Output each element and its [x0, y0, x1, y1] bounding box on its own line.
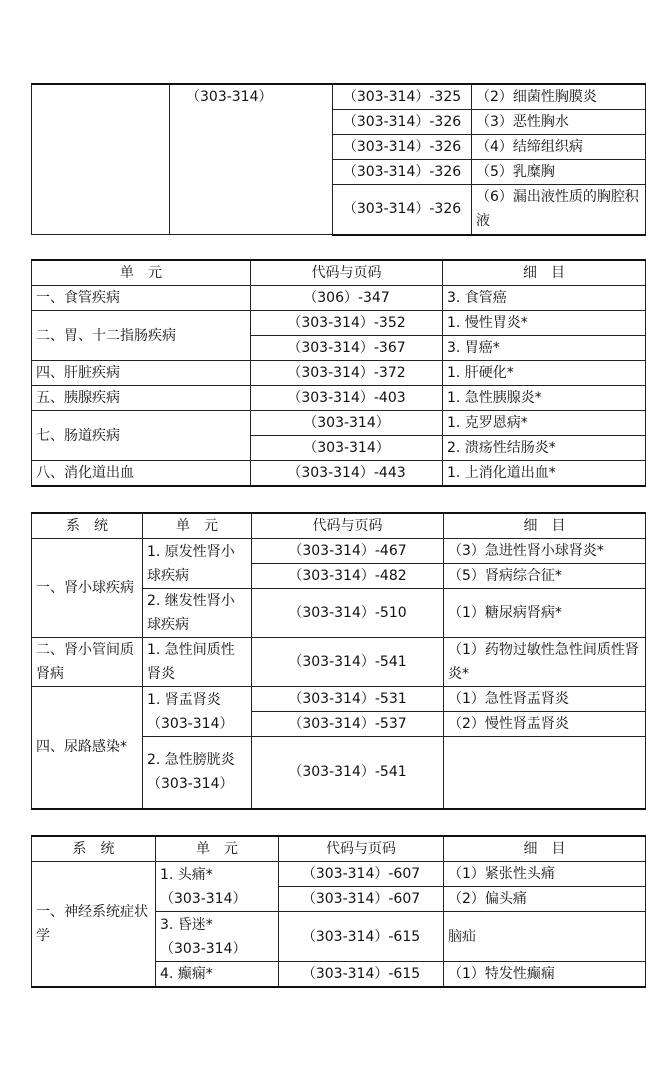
detail-cell: （6）漏出液性质的胸腔积液	[472, 185, 646, 235]
code-cell: （303-314）-326	[333, 110, 472, 135]
unit-code: （303-314）	[160, 940, 247, 957]
unit-cell: 七、肠道疾病	[32, 411, 251, 461]
table-row	[32, 862, 646, 887]
detail-cell: 2. 溃疡性结肠炎*	[443, 436, 646, 461]
detail-cell: （5）肾病综合征*	[444, 564, 646, 589]
detail-cell: （1）特发性癫痫	[444, 962, 646, 988]
code-cell: （303-314）-352	[251, 311, 443, 336]
table-row	[32, 84, 646, 110]
detail-cell: 1. 慢性胃炎*	[443, 311, 646, 336]
code-cell: （303-314）-615	[279, 962, 444, 988]
unit-code: （303-314）	[147, 776, 234, 793]
table-row	[32, 638, 646, 687]
system-cell	[32, 84, 170, 235]
unit-cell: 八、消化道出血	[32, 461, 251, 487]
unit-code: （303-314）	[160, 890, 247, 907]
header-code: 代码与页码	[252, 513, 444, 539]
table-header-row	[32, 260, 646, 286]
detail-cell: （5）乳糜胸	[472, 160, 646, 185]
header-unit: 单 元	[156, 836, 279, 862]
unit-cell: 1. 原发性肾小球疾病	[143, 539, 252, 589]
table-digestive	[31, 259, 646, 487]
code-cell: （303-314）-541	[252, 638, 444, 687]
unit-cell: 五、胰腺疾病	[32, 386, 251, 411]
detail-cell: （2）细菌性胸膜炎	[472, 84, 646, 110]
code-cell: （303-314）-325	[333, 84, 472, 110]
detail-cell: （3）恶性胸水	[472, 110, 646, 135]
header-system: 系 统	[32, 513, 143, 539]
unit-cell	[143, 737, 252, 809]
code-cell: （303-314）-607	[279, 887, 444, 912]
unit-cell: 2. 继发性肾小球疾病	[143, 589, 252, 638]
detail-cell: （1）药物过敏性急性间质性肾炎*	[444, 638, 646, 687]
detail-cell: 3. 胃癌*	[443, 336, 646, 361]
unit-name: 1. 头痛*	[160, 866, 213, 883]
unit-cell: （303-314）	[170, 84, 333, 235]
code-cell: （303-314）-510	[252, 589, 444, 638]
system-cell: 四、尿路感染*	[32, 687, 143, 809]
detail-cell: 1. 上消化道出血*	[443, 461, 646, 487]
header-detail: 细 目	[444, 513, 646, 539]
unit-name: 3. 昏迷*	[160, 916, 213, 933]
code-cell: （303-314）-537	[252, 712, 444, 737]
detail-cell: 1. 克罗恩病*	[443, 411, 646, 436]
table-pleural	[31, 83, 646, 236]
code-cell: （303-314）-367	[251, 336, 443, 361]
table-neuro	[31, 835, 646, 988]
table-row	[32, 461, 646, 487]
code-cell: （303-314）	[251, 436, 443, 461]
unit-code: （303-314）	[147, 715, 234, 732]
system-cell: 二、肾小管间质肾病	[32, 638, 143, 687]
unit-cell	[156, 912, 279, 962]
detail-cell: （1）急性肾盂肾炎	[444, 687, 646, 712]
code-cell: （303-314）-326	[333, 185, 472, 235]
detail-cell: 1. 肝硬化*	[443, 361, 646, 386]
code-cell: （303-314）-541	[252, 737, 444, 809]
code-cell: （306）-347	[251, 286, 443, 311]
unit-cell: 四、肝脏疾病	[32, 361, 251, 386]
table-row	[32, 539, 646, 564]
code-cell: （303-314）-615	[279, 912, 444, 962]
code-cell: （303-314）	[251, 411, 443, 436]
header-code: 代码与页码	[251, 260, 443, 286]
unit-cell	[143, 687, 252, 737]
detail-cell: 1. 急性胰腺炎*	[443, 386, 646, 411]
unit-cell: 4. 癫痫*	[156, 962, 279, 988]
code-cell: （303-314）-403	[251, 386, 443, 411]
header-code: 代码与页码	[279, 836, 444, 862]
detail-cell: （2）偏头痛	[444, 887, 646, 912]
table-row	[32, 386, 646, 411]
table-header-row	[32, 836, 646, 862]
header-unit: 单 元	[32, 260, 251, 286]
unit-name: 2. 急性膀胱炎	[147, 752, 235, 769]
code-cell: （303-314）-482	[252, 564, 444, 589]
header-unit: 单 元	[143, 513, 252, 539]
unit-cell	[156, 862, 279, 912]
detail-cell: 3. 食管癌	[443, 286, 646, 311]
header-detail: 细 目	[443, 260, 646, 286]
detail-cell: 脑疝	[444, 912, 646, 962]
code-cell: （303-314）-372	[251, 361, 443, 386]
table-renal	[31, 512, 646, 810]
code-cell: （303-314）-607	[279, 862, 444, 887]
table-row	[32, 411, 646, 436]
header-system: 系 统	[32, 836, 156, 862]
detail-cell: （3）急进性肾小球肾炎*	[444, 539, 646, 564]
table-row	[32, 687, 646, 712]
system-cell: 一、神经系统症状学	[32, 862, 156, 988]
table-row	[32, 286, 646, 311]
code-cell: （303-314）-326	[333, 135, 472, 160]
system-cell: 一、肾小球疾病	[32, 539, 143, 638]
detail-cell: （2）慢性肾盂肾炎	[444, 712, 646, 737]
unit-name: 1. 肾盂肾炎	[147, 691, 221, 708]
unit-cell: 二、胃、十二指肠疾病	[32, 311, 251, 361]
code-cell: （303-314）-531	[252, 687, 444, 712]
table-row	[32, 311, 646, 336]
header-detail: 细 目	[444, 836, 646, 862]
unit-cell: 一、食管疾病	[32, 286, 251, 311]
code-cell: （303-314）-467	[252, 539, 444, 564]
table-row	[32, 361, 646, 386]
detail-cell: （1）糖尿病肾病*	[444, 589, 646, 638]
table-header-row	[32, 513, 646, 539]
detail-cell	[444, 737, 646, 809]
detail-cell: （4）结缔组织病	[472, 135, 646, 160]
code-cell: （303-314）-443	[251, 461, 443, 487]
detail-cell: （1）紧张性头痛	[444, 862, 646, 887]
unit-cell: 1. 急性间质性肾炎	[143, 638, 252, 687]
code-cell: （303-314）-326	[333, 160, 472, 185]
